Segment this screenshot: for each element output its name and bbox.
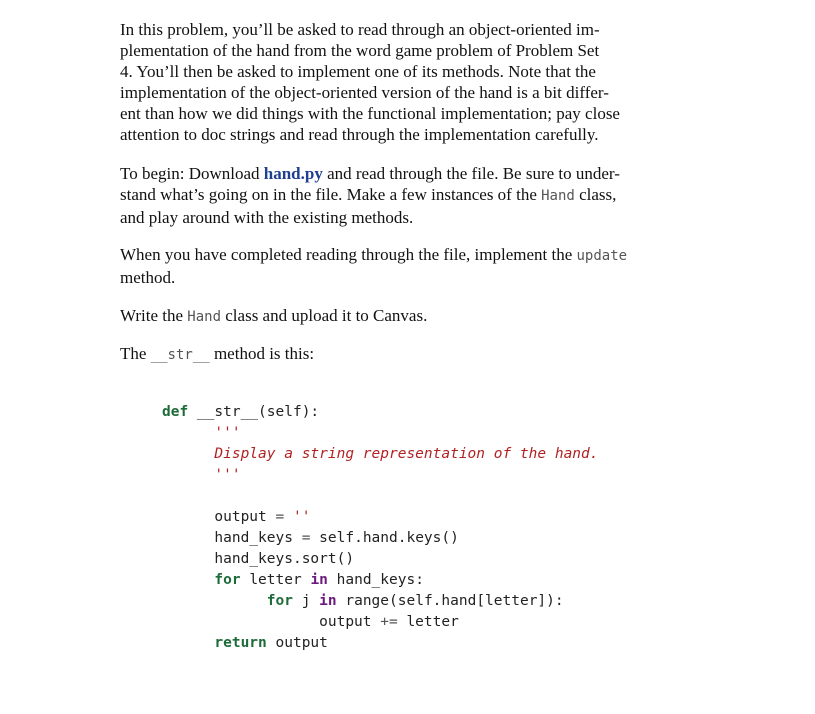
text-line	[120, 244, 695, 267]
str-method-paragraph	[120, 343, 695, 366]
code-text: output	[214, 509, 276, 525]
code-operator: =	[275, 509, 285, 525]
text-span: Write the	[120, 306, 188, 325]
code-text: output	[266, 635, 328, 651]
text-line: plementation of the hand from the word game problem of Problem Set	[120, 41, 600, 60]
text-line: In this problem, you’ll be asked to read through an object-oriented im-	[120, 20, 600, 39]
code-block	[162, 402, 599, 654]
keyword-def: def	[162, 404, 189, 420]
code-text: hand_keys:	[327, 572, 424, 588]
code-line-blank	[162, 486, 599, 507]
keyword-in: in	[310, 572, 328, 588]
text-span: method is this:	[209, 344, 315, 363]
update-method-code: update	[576, 248, 628, 264]
text-span: class,	[574, 185, 617, 204]
str-method-code: __str__	[150, 347, 210, 363]
text-span: To begin: Download	[120, 164, 264, 183]
keyword-for: for	[214, 572, 241, 588]
hand-class-code: Hand	[187, 309, 222, 325]
code-line-sort	[162, 549, 599, 570]
code-text: hand_keys	[214, 530, 302, 546]
code-line-keys	[162, 528, 599, 549]
text-line	[120, 163, 695, 184]
code-line-output	[162, 507, 599, 528]
text-line: implementation of the object-oriented version of the hand is a bit differ-	[120, 83, 609, 102]
code-operator: +=	[380, 614, 398, 630]
code-line-for	[162, 570, 599, 591]
text-line: method.	[120, 268, 176, 287]
intro-paragraph	[120, 19, 695, 145]
code-line-doc-close	[162, 465, 599, 486]
code-line-def	[162, 402, 599, 423]
code-text: letter	[397, 614, 459, 630]
hand-py-link[interactable]: hand.py	[263, 164, 323, 183]
text-line	[120, 184, 695, 207]
text-line: ent than how we did things with the functional implementation; pay close	[120, 104, 620, 123]
docstring-text: Display a string representation of the hand.	[214, 446, 599, 462]
text-span: When you have completed reading through the file, implement the	[120, 245, 577, 264]
hand-class-code: Hand	[541, 188, 575, 204]
text-span: stand what’s going on in the file. Make a few instances of the	[120, 185, 542, 204]
upload-paragraph	[120, 305, 695, 328]
code-text: output	[319, 614, 381, 630]
keyword-for: for	[266, 593, 293, 609]
code-text: letter	[240, 572, 311, 588]
code-signature: __str__(self):	[188, 404, 320, 420]
code-text: self.hand.keys()	[310, 530, 459, 546]
keyword-in: in	[319, 593, 337, 609]
text-line: and play around with the existing methods.	[120, 208, 414, 227]
code-operator: =	[301, 530, 311, 546]
code-text: j	[292, 593, 320, 609]
text-line: 4. You’ll then be asked to implement one of its methods. Note that the	[120, 62, 596, 81]
code-line-return	[162, 633, 599, 654]
text-span: class and upload it to Canvas.	[221, 306, 428, 325]
download-paragraph	[120, 163, 695, 228]
code-line-doc-open	[162, 423, 599, 444]
code-text: range(self.hand[letter]):	[336, 593, 564, 609]
keyword-return: return	[214, 635, 267, 651]
code-line-for-inner	[162, 591, 599, 612]
docstring-open: '''	[214, 425, 241, 441]
implement-paragraph	[120, 244, 695, 288]
code-string: ''	[284, 509, 311, 525]
docstring-close: '''	[214, 467, 241, 483]
code-line-doc-text	[162, 444, 599, 465]
code-text: hand_keys.sort()	[214, 551, 355, 567]
code-line-add	[162, 612, 599, 633]
text-span: The	[120, 344, 151, 363]
text-line: attention to doc strings and read through the implementation carefully.	[120, 125, 599, 144]
text-span: and read through the file. Be sure to under-	[322, 164, 620, 183]
